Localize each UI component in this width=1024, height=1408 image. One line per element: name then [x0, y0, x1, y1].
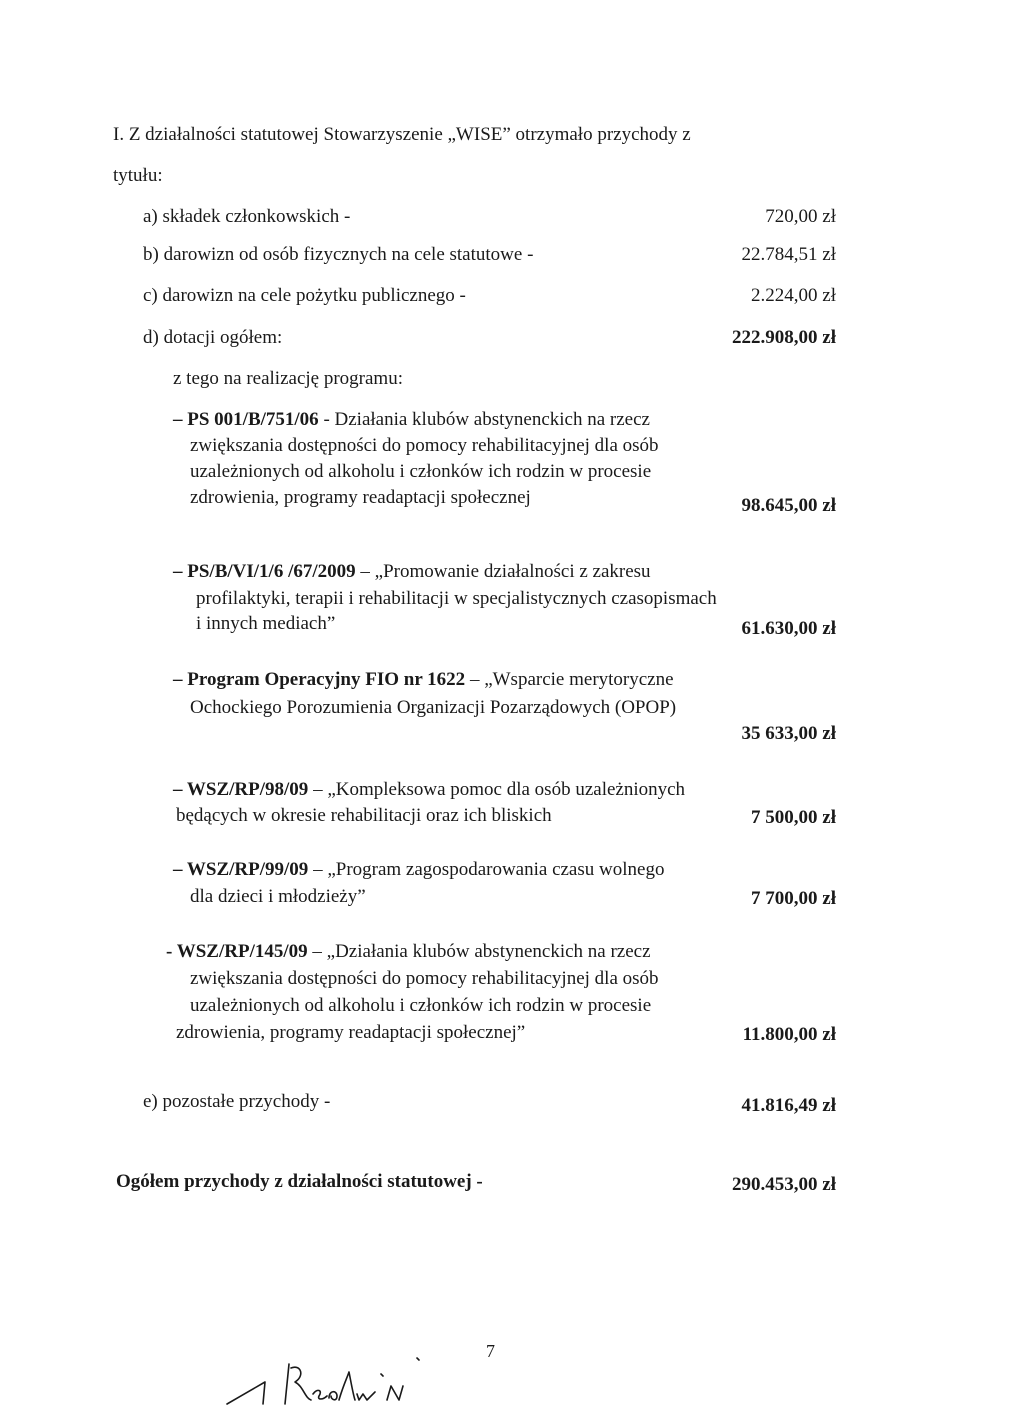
program-6-line-3: uzależnionych od alkoholu i członków ich rodzin w procesie: [190, 995, 652, 1016]
program-text: – „Promowanie działalności z zakresu: [355, 561, 651, 582]
program-4-amount: 7 500,00 zł: [751, 807, 836, 828]
other-revenue-label: e) pozostałe przychody -: [143, 1091, 331, 1112]
item-a-label: a) składek członkowskich -: [143, 206, 351, 227]
item-c-label: c) darowizn na cele pożytku publicznego -: [143, 285, 466, 306]
program-2-line-3: i innych mediach”: [196, 613, 336, 634]
program-1-line-3: uzależnionych od alkoholu i członków ich rodzin w procesie: [190, 461, 652, 482]
item-b-amount: 22.784,51 zł: [741, 244, 836, 265]
program-5-line-2: dla dzieci i młodzieży”: [190, 886, 366, 907]
program-5-amount: 7 700,00 zł: [751, 888, 836, 909]
total-label: Ogółem przychody z działalności statutowej -: [116, 1171, 483, 1192]
program-3-line-2: Ochockiego Porozumienia Organizacji Pozarządowych (OPOP): [190, 697, 677, 718]
program-1-amount: 98.645,00 zł: [741, 495, 836, 516]
item-d-amount: 222.908,00 zł: [732, 327, 836, 348]
program-6-line-1: [166, 942, 651, 961]
program-3-amount: 35 633,00 zł: [741, 723, 836, 744]
program-text: – „Kompleksowa pomoc dla osób uzależnionych: [308, 779, 686, 800]
program-1-line-4: zdrowienia, programy readaptacji społecznej: [190, 487, 531, 508]
item-c-amount: 2.224,00 zł: [751, 285, 836, 306]
item-a-amount: 720,00 zł: [765, 206, 836, 227]
signature-image: [225, 1338, 455, 1408]
program-code: – PS 001/B/751/06: [173, 409, 319, 430]
program-4-line-2: będących w okresie rehabilitacji oraz ich bliskich: [176, 805, 552, 826]
program-text: – „Działania klubów abstynenckich na rzecz: [307, 941, 651, 962]
program-2-amount: 61.630,00 zł: [741, 618, 836, 639]
program-6-line-2: zwiększania dostępności do pomocy rehabilitacyjnej dla osób: [190, 968, 659, 989]
program-code: – WSZ/RP/98/09: [173, 779, 309, 800]
program-6-line-4: zdrowienia, programy readaptacji społecznej”: [176, 1022, 526, 1043]
program-1-line-1: [173, 410, 650, 429]
program-6-amount: 11.800,00 zł: [742, 1024, 836, 1045]
other-revenue-amount: 41.816,49 zł: [741, 1095, 836, 1116]
program-1-line-2: zwiększania dostępności do pomocy rehabilitacyjnej dla osób: [190, 435, 659, 456]
program-5-line-1: [173, 860, 664, 879]
program-code: – Program Operacyjny FIO nr 1622: [173, 669, 466, 690]
program-2-line-1: [173, 562, 651, 581]
heading-line-2: tytułu:: [113, 165, 163, 186]
program-3-line-1: [173, 670, 674, 689]
program-text: - Działania klubów abstynenckich na rzecz: [318, 409, 650, 430]
item-b-label: b) darowizn od osób fizycznych na cele statutowe -: [143, 244, 534, 265]
program-text: – „Wsparcie merytoryczne: [465, 669, 674, 690]
page-number: 7: [486, 1341, 495, 1361]
subheading: z tego na realizację programu:: [173, 368, 403, 389]
program-text: – „Program zagospodarowania czasu wolnego: [308, 859, 665, 880]
item-d-label: d) dotacji ogółem:: [143, 327, 283, 348]
total-amount: 290.453,00 zł: [732, 1174, 836, 1195]
program-code: – PS/B/VI/1/6 /67/2009: [173, 561, 356, 582]
program-2-line-2: profilaktyki, terapii i rehabilitacji w specjalistycznych czasopismach: [196, 588, 717, 609]
program-code: – WSZ/RP/99/09: [173, 859, 309, 880]
program-4-line-1: [173, 780, 685, 799]
heading-line-1: I. Z działalności statutowej Stowarzyszenie „WISE” otrzymało przychody z: [113, 124, 691, 145]
program-code: - WSZ/RP/145/09: [166, 941, 308, 962]
